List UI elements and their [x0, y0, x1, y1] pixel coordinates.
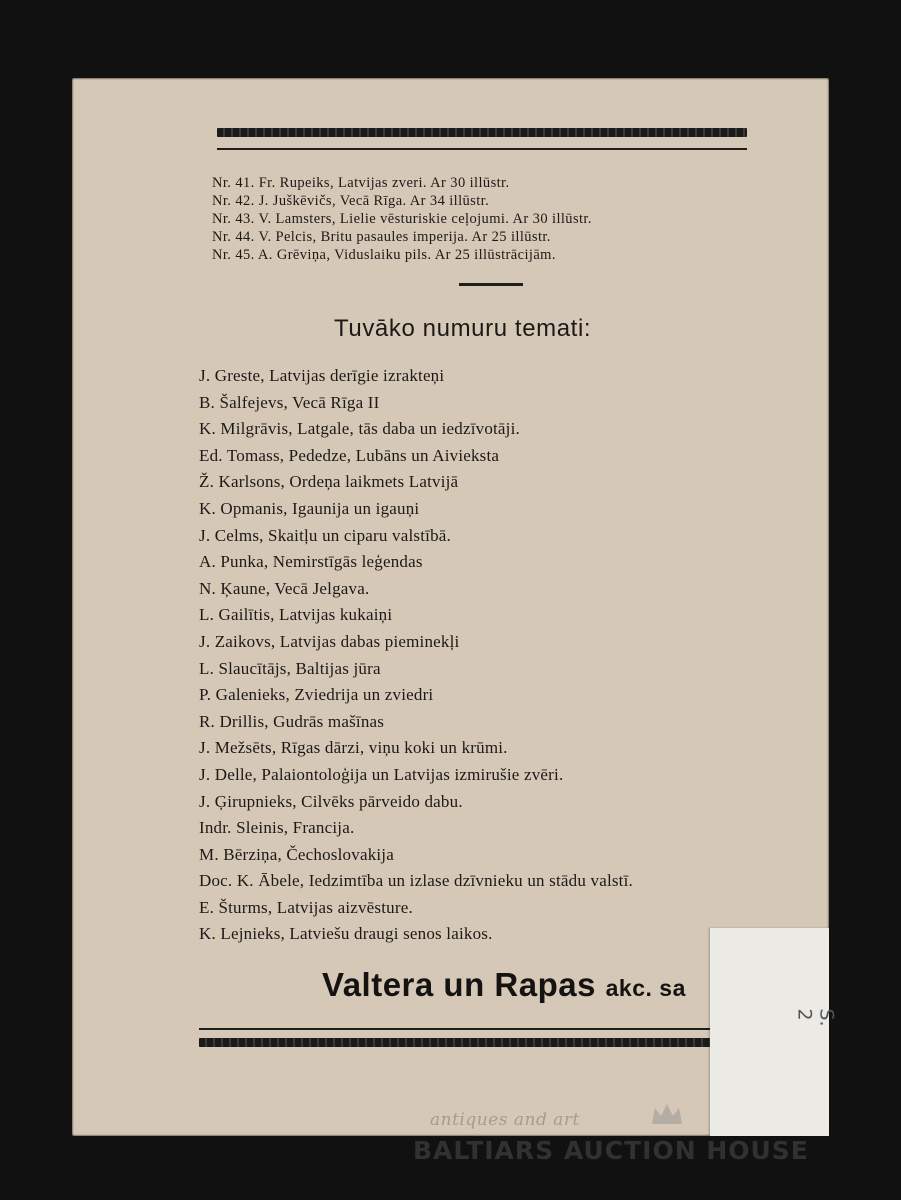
- series-item: Nr. 45. A. Grēviņa, Viduslaiku pils. Ar 25 illūstrācijām.: [212, 247, 556, 263]
- watermark-house: BALTIARS AUCTION HOUSE: [413, 1136, 809, 1165]
- topic-item: E. Šturms, Latvijas aizvēsture.: [199, 897, 413, 917]
- topic-item: P. Galenieks, Zviedrija un zviedri: [199, 685, 434, 705]
- topic-item: J. Celms, Skaitļu un ciparu valstībā.: [199, 525, 451, 545]
- topic-item: J. Zaikovs, Latvijas dabas pieminekļi: [199, 631, 460, 651]
- topic-item: J. Delle, Palaiontoloģija un Latvijas izmirušie zvēri.: [199, 764, 564, 784]
- topic-item: L. Slaucītājs, Baltijas jūra: [199, 658, 381, 678]
- topic-item: Ed. Tomass, Pededze, Lubāns un Aivieksta: [199, 445, 500, 465]
- topic-item: Doc. K. Ābele, Iedzimtība un izlase dzīvnieku un stādu valstī.: [199, 871, 633, 891]
- top-rule: [217, 148, 747, 150]
- upcoming-title: Tuvāko numuru temati:: [334, 315, 592, 342]
- bottom-ornamental-border: [199, 1038, 719, 1047]
- topic-item: J. Ģirupnieks, Cilvēks pārveido dabu.: [199, 791, 463, 811]
- topic-item: Ž. Karlsons, Ordeņa laikmets Latvijā: [199, 472, 459, 492]
- topic-item: A. Punka, Nemirstīgās leģendas: [199, 552, 423, 572]
- topic-item: B. Šalfejevs, Vecā Rīga II: [199, 392, 380, 412]
- publisher-name: Valtera un Rapas: [322, 966, 596, 1003]
- published-series-list: [212, 174, 592, 264]
- section-divider: [459, 283, 523, 286]
- upcoming-topics-list: [199, 363, 633, 948]
- topic-item: J. Greste, Latvijas derīgie izrakteņi: [199, 366, 445, 385]
- topic-item: K. Milgrāvis, Latgale, tās daba un iedzīvotāji.: [199, 419, 520, 439]
- topic-item: M. Bērziņa, Čechoslovakija: [199, 844, 394, 864]
- series-item: Nr. 44. V. Pelcis, Britu pasaules imperija. Ar 25 illūstr.: [212, 229, 551, 245]
- publisher-imprint: [322, 966, 686, 1004]
- topic-item: K. Lejnieks, Latviešu draugi senos laikos.: [199, 924, 493, 944]
- tape-handwritten-mark: S. 2: [793, 1008, 838, 1027]
- publisher-suffix: akc. sa: [605, 975, 686, 1001]
- topic-item: J. Mežsēts, Rīgas dārzi, viņu koki un krūmi.: [199, 738, 508, 758]
- topic-item: Indr. Sleinis, Francija.: [199, 818, 355, 838]
- top-ornamental-border: [217, 128, 747, 137]
- series-item: Nr. 41. Fr. Rupeiks, Latvijas zveri. Ar 30 illūstr.: [212, 175, 510, 191]
- topic-item: K. Opmanis, Igaunija un igauņi: [199, 498, 420, 518]
- bottom-rule: [199, 1028, 719, 1030]
- crown-icon: [650, 1102, 684, 1128]
- topic-item: L. Gailītis, Latvijas kukaiņi: [199, 605, 393, 625]
- topic-item: R. Drillis, Gudrās mašīnas: [199, 711, 385, 731]
- watermark-tagline: antiques and art: [430, 1110, 580, 1130]
- topic-item: N. Ķaune, Vecā Jelgava.: [199, 578, 370, 598]
- series-item: Nr. 43. V. Lamsters, Lielie vēsturiskie ceļojumi. Ar 30 illūstr.: [212, 211, 592, 227]
- series-item: Nr. 42. J. Juškēvičs, Vecā Rīga. Ar 34 illūstr.: [212, 193, 490, 209]
- back-cover: [72, 78, 838, 1136]
